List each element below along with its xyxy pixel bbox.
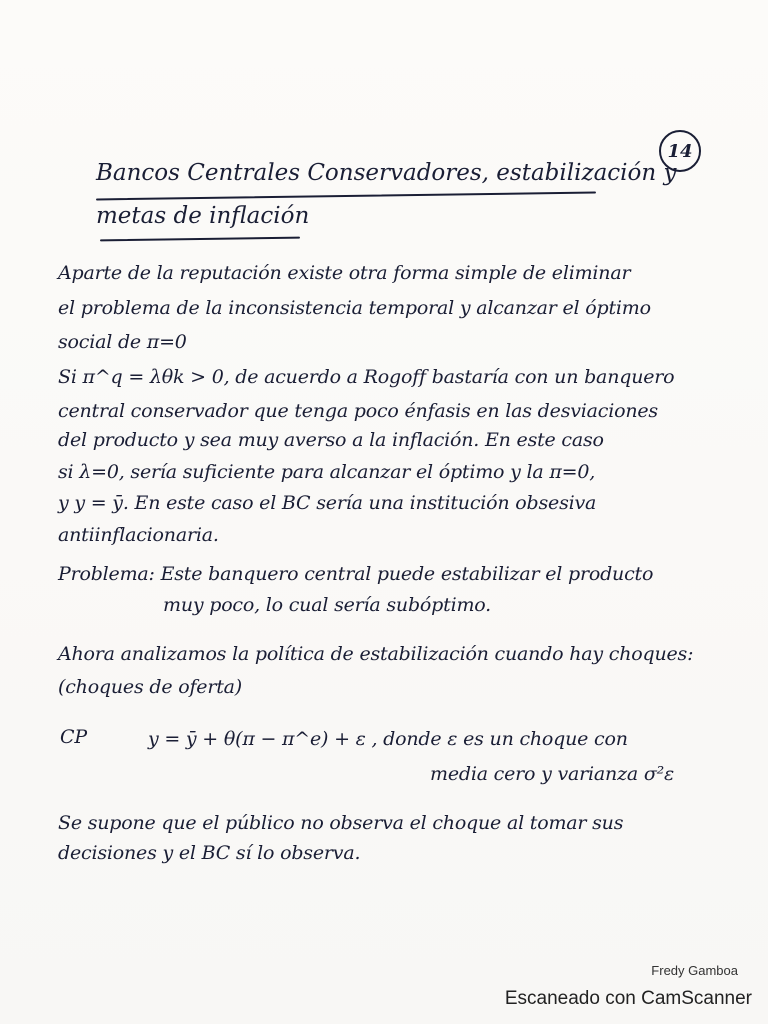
paragraph-5-line: Se supone que el público no observa el choque al tomar sus — [58, 812, 624, 834]
equation-label: CP — [60, 726, 87, 748]
paragraph-2-line: Si π^q = λθk > 0, de acuerdo a Rogoff bastaría con un banquero — [58, 366, 675, 388]
paragraph-4-line: Ahora analizamos la política de estabilización cuando hay choques: — [58, 643, 694, 665]
paragraph-2-line: antiinflacionaria. — [58, 524, 219, 546]
title-underline — [96, 192, 596, 201]
paragraph-3-line: muy poco, lo cual sería subóptimo. — [163, 594, 492, 616]
paragraph-2-line: y y = ȳ. En este caso el BC sería una institución obsesiva — [58, 492, 597, 514]
author-signature: Fredy Gamboa — [651, 963, 738, 978]
paragraph-2-line: si λ=0, sería suficiente para alcanzar el óptimo y la π=0, — [58, 461, 596, 483]
paragraph-5-line: decisiones y el BC sí lo observa. — [58, 842, 361, 864]
paragraph-2-line: del producto y sea muy averso a la inflación. En este caso — [58, 429, 604, 451]
paragraph-2-line: central conservador que tenga poco énfasis en las desviaciones — [58, 400, 658, 422]
page-title-line-2: metas de inflación — [96, 203, 310, 229]
page-title-line-1: Bancos Centrales Conservadores, estabilización y — [96, 160, 677, 186]
paragraph-3-line: Problema: Este banquero central puede estabilizar el producto — [58, 563, 654, 585]
equation-body: y = ȳ + θ(π − π^e) + ε , donde ε es un choque con — [148, 728, 628, 750]
paragraph-1-line: Aparte de la reputación existe otra forma simple de eliminar — [58, 262, 631, 284]
title-underline — [100, 237, 300, 242]
scanner-watermark: Escaneado con CamScanner — [504, 988, 752, 1009]
paragraph-4-line: (choques de oferta) — [58, 676, 242, 698]
equation-continuation: media cero y varianza σ²ε — [430, 763, 675, 785]
page-number: 14 — [659, 130, 701, 172]
paragraph-1-line: el problema de la inconsistencia temporal y alcanzar el óptimo — [58, 297, 651, 319]
paragraph-1-line: social de π=0 — [58, 331, 187, 353]
